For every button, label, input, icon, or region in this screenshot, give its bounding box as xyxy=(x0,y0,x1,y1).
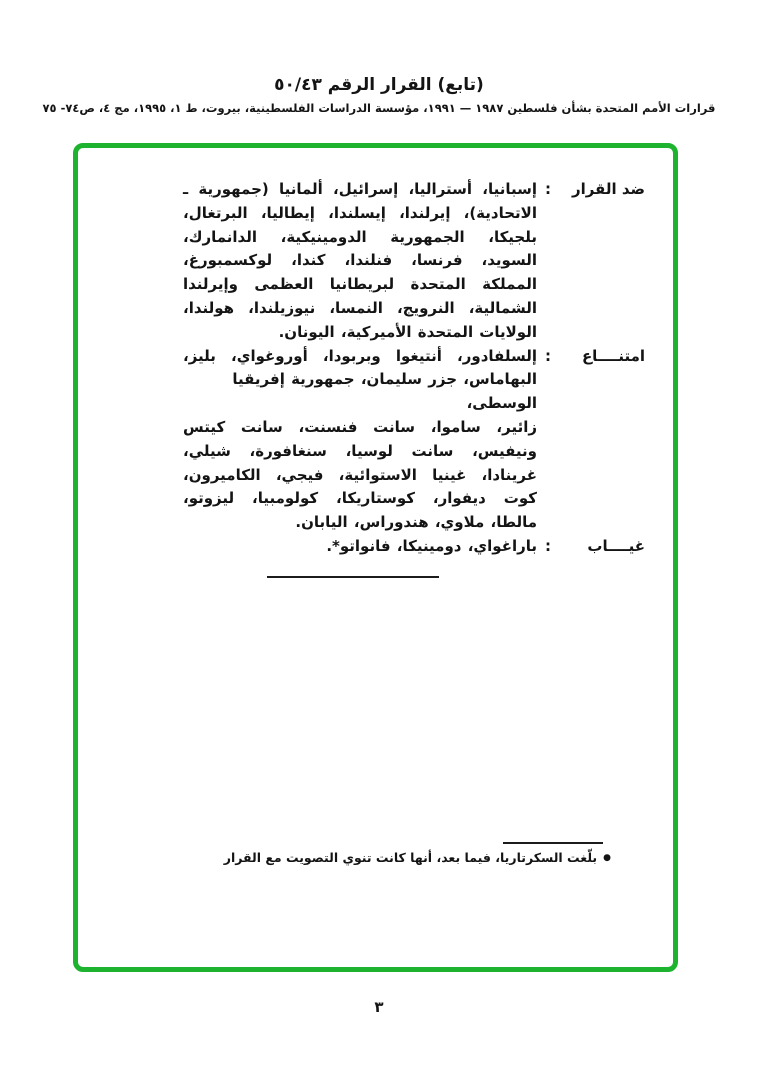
text-line: الولايات المتحدة الأميركية، اليونان. xyxy=(278,322,537,341)
text-line: السويد، فرنسا، فنلندا، كندا، لوكسمبورغ، xyxy=(183,251,537,270)
text-line: زائير، ساموا، سانت فنسنت، سانت كيتس xyxy=(183,417,537,436)
entry-absent-colon: : xyxy=(545,536,551,555)
text-line: كوت ديفوار، كوستاريكا، كولومبيا، ليزوتو، xyxy=(183,489,537,508)
page-title: (تابع) القرار الرقم ٥٠/٤٣ xyxy=(274,75,484,95)
entry-against-colon: : xyxy=(545,180,551,198)
text-line: الشمالية، النرويج، النمسا، نيوزيلندا، هولندا، xyxy=(183,298,537,317)
entry-against-label: ضد القرار xyxy=(571,180,645,198)
vote-entries xyxy=(183,178,645,559)
footnote-bullet-icon: ● xyxy=(603,853,611,863)
entry-absent-label: غيــــاب xyxy=(587,536,645,555)
text-line: ونيفيس، سانت لوسيا، سنغافورة، شيلي، xyxy=(183,441,537,460)
entry-abstain xyxy=(183,345,645,535)
text-line: إسبانيا، أستراليا، إسرائيل، ألمانيا (جمهورية ـ xyxy=(183,180,537,198)
text-line: غرينادا، غينيا الاستوائية، فيجي، الكاميرون، xyxy=(183,465,537,484)
text-line: بلجيكا، الجمهورية الدومينيكية، الدانمارك، xyxy=(183,227,537,246)
text-line: البهاماس، جزر سليمان، جمهورية إفريقيا الوسطى، xyxy=(232,370,537,413)
entry-abstain-countries xyxy=(183,345,537,535)
footnote-separator-rule xyxy=(503,842,603,844)
entry-against-countries xyxy=(183,178,537,345)
text-line: الاتحادية)، إيرلندا، إيسلندا، إيطاليا، البرتغال، xyxy=(183,203,537,222)
footnote-text: بلّغت السكرتاريا، فيما بعد، أنها كانت تنوي التصويت مع القرار xyxy=(223,850,598,865)
footnote xyxy=(224,850,611,865)
source-citation: قرارات الأمم المتحدة بشأن فلسطين ١٩٨٧ — ١٩٩١، مؤسسة الدراسات الفلسطينية، بيروت، ط ١، ١٩٩٥، مج ٤، ص٧٤- ٧٥ xyxy=(42,101,716,115)
text-line: باراغواي، دومينيكا، فانواتو*. xyxy=(326,536,537,555)
entry-abstain-label: امتنــــاع xyxy=(581,346,645,365)
highlight-box xyxy=(73,143,678,972)
entry-absent xyxy=(183,535,645,559)
text-line: المملكة المتحدة لبريطانيا العظمى وإيرلندا xyxy=(183,275,537,294)
section-divider-rule xyxy=(267,576,439,578)
entry-against xyxy=(183,178,645,345)
text-line: إلسلفادور، أنتيغوا وبربودا، أوروغواي، بليز، xyxy=(183,346,537,365)
entry-abstain-colon: : xyxy=(545,346,551,365)
page-number: ٣ xyxy=(374,998,384,1016)
text-line: مالطا، ملاوي، هندوراس، اليابان. xyxy=(295,513,537,532)
entry-absent-countries xyxy=(183,535,537,559)
